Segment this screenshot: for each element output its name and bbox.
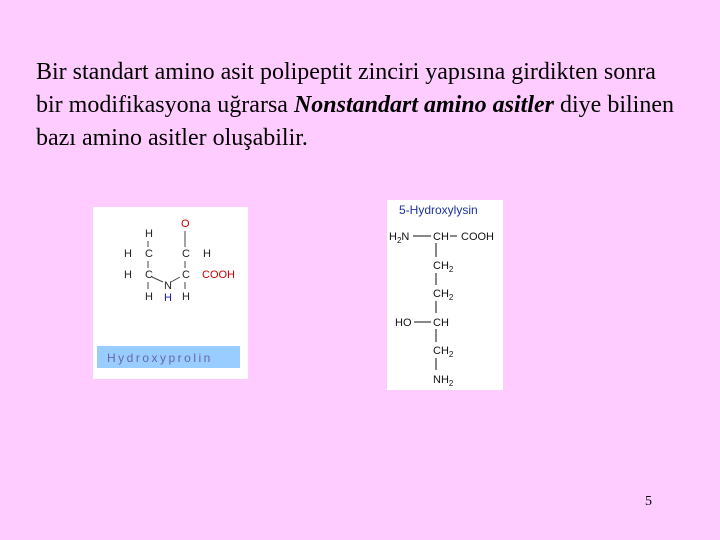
text-part-2: diye bilinen bazı amino asitler oluşabilir. xyxy=(36,92,674,151)
hydroxylysine-figure xyxy=(387,200,503,390)
hydroxyproline-structure xyxy=(93,207,248,379)
atom-h: H xyxy=(203,248,211,260)
atom-o: O xyxy=(181,218,190,230)
hydroxyproline-caption: Hydroxyprolin xyxy=(107,351,213,365)
atom-h: H xyxy=(145,228,153,240)
atom-h: H xyxy=(182,291,190,303)
cooh-group: COOH xyxy=(461,231,494,243)
hydroxylysine-structure xyxy=(387,200,503,390)
ch-group: CH xyxy=(433,317,449,329)
text-part-1: Bir standart amino asit polipeptit zinciri yapısına girdikten sonra bir modifikasyona uğrarsa xyxy=(36,59,656,118)
slide-body-text xyxy=(36,56,686,155)
ch2-group: $CH_2$ xyxy=(433,288,454,302)
ch2-group: $CH_2$ xyxy=(433,260,454,274)
atom-h: H xyxy=(124,269,132,281)
atom-c: C xyxy=(182,269,190,281)
ho-group: HO xyxy=(395,317,412,329)
hydroxylysine-title: 5-Hydroxylysin xyxy=(399,203,478,217)
text-emphasis: Nonstandart amino asitler xyxy=(293,92,554,118)
atom-c: C xyxy=(182,248,190,260)
ch-group: CH xyxy=(433,231,449,243)
atom-h: H xyxy=(145,291,153,303)
page-number: 5 xyxy=(645,494,652,509)
ch2-group: $CH_2$ xyxy=(433,345,454,359)
atom-c: C xyxy=(145,248,153,260)
nh2-group: $NH_2$ xyxy=(433,374,454,388)
atom-c: C xyxy=(145,269,153,281)
hydroxyproline-figure xyxy=(93,207,248,379)
atom-n: N xyxy=(164,280,172,292)
atom-h: H xyxy=(124,248,132,260)
atom-cooh: COOH xyxy=(202,269,235,281)
h2n-group: $H_2N$ xyxy=(389,231,410,245)
atom-h: H xyxy=(164,292,172,304)
